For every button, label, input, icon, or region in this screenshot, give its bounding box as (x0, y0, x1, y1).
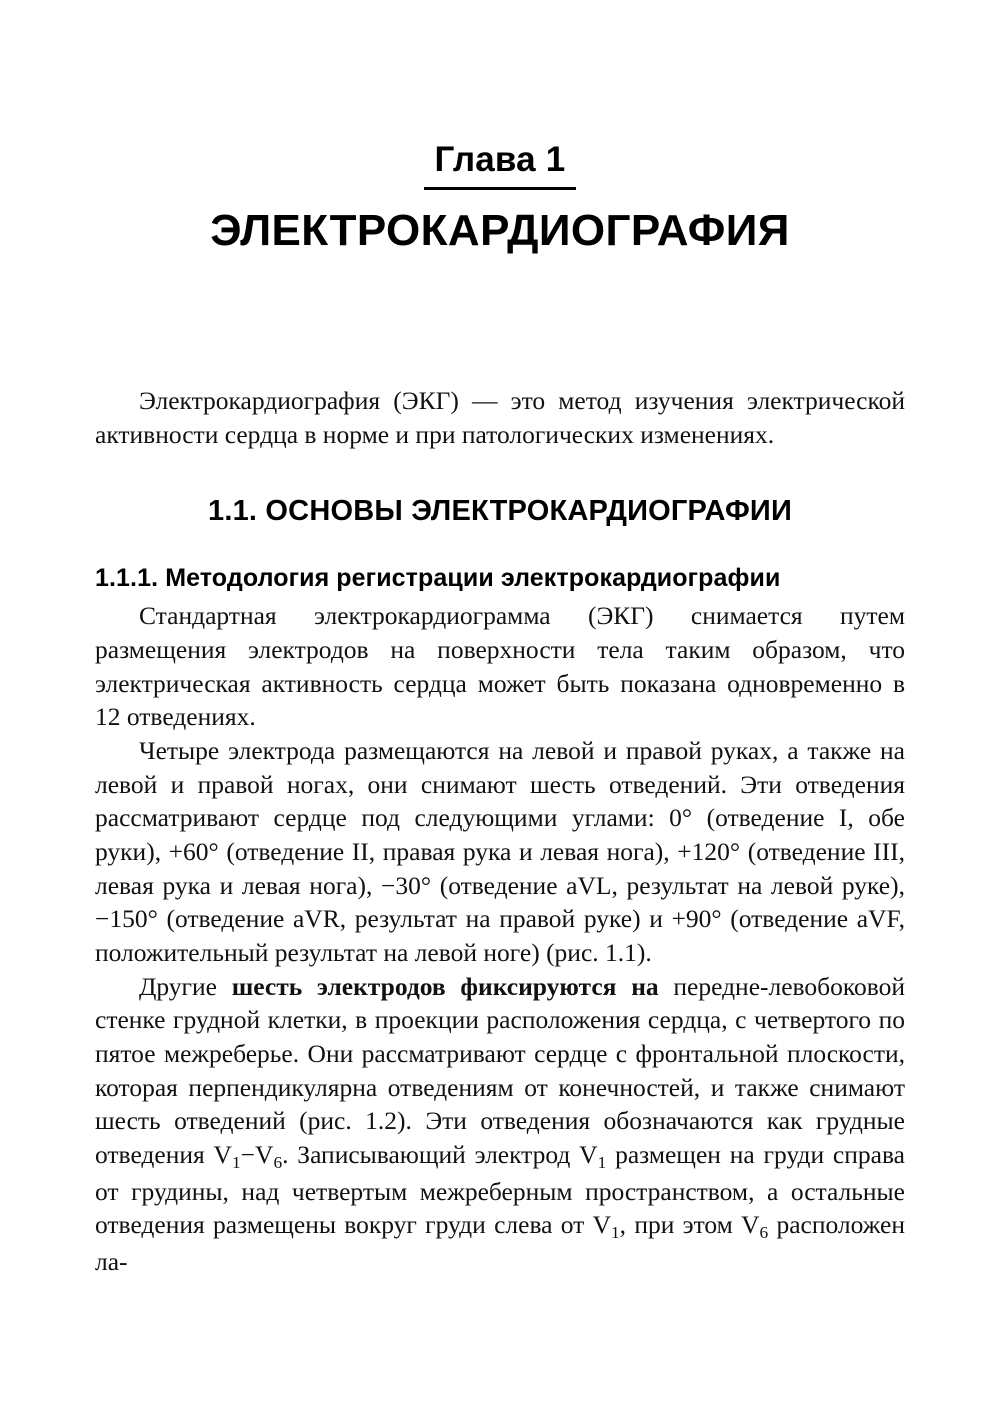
para3-sub-5: 6 (759, 1223, 769, 1243)
para3-part-2: передне-левобоковой стенке грудной клетки, в проекции расположения сердца, с четвертого по пятое межреберье. Они рассматривают сердце с фронтальной плоскости, которая перпендикулярна отведениям от конечностей, и также снимают шесть отведений (рис. 1.2). Эти отведения обозначаются как грудные отведения V (95, 971, 905, 1169)
para3-part-7: расположен ла- (95, 1210, 905, 1276)
para3-part-5: размещен на груди справа от грудины, над четвертым межреберным пространством, а остальные отведения размещены вокруг груди слева от V (95, 1139, 905, 1240)
para3-part-1: Другие (139, 971, 232, 1001)
para3-bold-phrase: шесть электродов фиксируются на (231, 971, 659, 1001)
intro-block (95, 384, 905, 451)
para3-sub-3: 1 (597, 1152, 607, 1172)
body-paragraph-1: Стандартная электрокардиограмма (ЭКГ) снимается путем размещения электродов на поверхности тела таким образом, что электрическая активность сердца может быть показана одновременно в 12 отведениях. (95, 601, 905, 732)
intro-paragraph: Электрокардиография (ЭКГ) — это метод изучения электрической активности сердца в норме и при патологических изменениях. (95, 386, 905, 449)
para3-sub-2: 6 (273, 1152, 283, 1172)
section-heading: 1.1. ОСНОВЫ ЭЛЕКТРОКАРДИОГРАФИИ (207, 495, 792, 528)
para3-part-4: . Записывающий электрод V (282, 1139, 598, 1169)
chapter-title: ЭЛЕКТРОКАРДИОГРАФИЯ (210, 206, 790, 255)
chapter-label: Глава 1 (434, 140, 566, 179)
chapter-divider (424, 187, 576, 190)
subsection-heading: 1.1.1. Методология регистрации электрокардиографии (95, 564, 781, 593)
para3-part-3: −V (240, 1139, 274, 1169)
para3-part-6: , при этом V (619, 1210, 760, 1240)
para3-sub-1: 1 (231, 1152, 241, 1172)
para3-sub-4: 1 (611, 1223, 620, 1243)
body-paragraph-3 (95, 970, 905, 1279)
body-paragraph-2: Четыре электрода размещаются на левой и правой руках, а также на левой и правой ногах, они снимают шесть отведений. Эти отведения рассматривают сердце под следующими углами: 0° (отведение I, обе руки), +60° (отведение II, правая рука и левая нога), +120° (отведение III, левая рука и левая нога), −30° (отведение aVL, результат на левой руке), −150° (отведение aVR, результат на правой руке) и +90° (отведение aVF, положительный результат на левой ноге) (рис. 1.1). (95, 735, 905, 967)
